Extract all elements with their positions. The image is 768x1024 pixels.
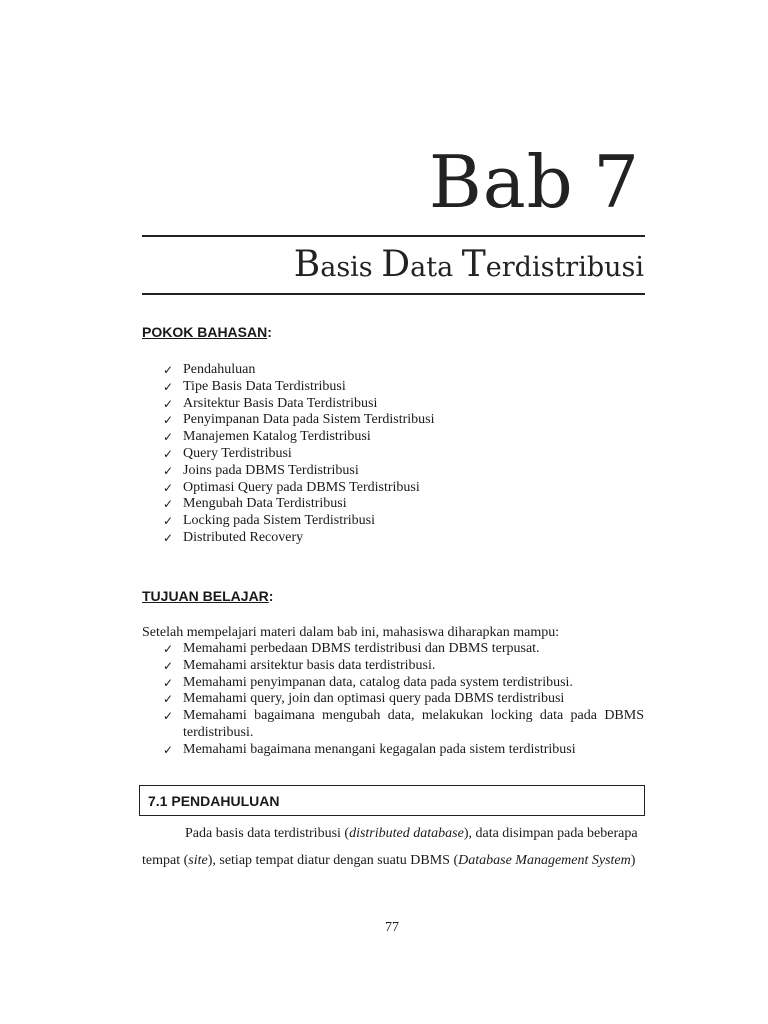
check-icon: ✓	[163, 709, 174, 724]
check-icon: ✓	[163, 530, 174, 545]
check-icon: ✓	[163, 642, 174, 656]
list-item: ✓ Memahami bagaimana menangani kegagalan pada sistem terdistribusi	[163, 741, 576, 757]
chapter-word: Bab	[428, 140, 574, 224]
list-item: ✓ Tipe Basis Data Terdistribusi	[163, 378, 346, 394]
check-icon: ✓	[163, 658, 174, 673]
list-item: ✓ Memahami penyimpanan data, catalog data pada system terdistribusi.	[163, 674, 573, 690]
title-word-3: erdistribusi	[485, 252, 644, 283]
tujuan-belajar-label: TUJUAN BELAJAR	[142, 588, 269, 604]
list-item: ✓ Arsitektur Basis Data Terdistribusi	[163, 395, 378, 411]
page-number: 77	[385, 920, 399, 935]
check-icon: ✓	[163, 363, 174, 377]
list-item: ✓ Memahami bagaimana mengubah data, melakukan locking data pada DBMS terdistribusi.	[163, 708, 644, 740]
tujuan-belajar-heading	[142, 588, 273, 604]
list-item: ✓ Memahami arsitektur basis data terdistribusi.	[163, 657, 436, 673]
list-item: ✓ Manajemen Katalog Terdistribusi	[163, 429, 371, 445]
list-item: ✓ Pendahuluan	[163, 362, 256, 377]
list-item: ✓ Locking pada Sistem Terdistribusi	[163, 513, 376, 529]
list-item: ✓ Query Terdistribusi	[163, 445, 292, 461]
check-icon: ✓	[163, 396, 174, 411]
title-word-2: ata	[410, 252, 462, 283]
bottom-rule	[142, 293, 645, 295]
title-cap-1: B	[293, 244, 321, 285]
check-icon: ✓	[163, 480, 174, 495]
check-icon: ✓	[163, 514, 174, 529]
list-item: ✓ Joins pada DBMS Terdistribusi	[163, 462, 359, 478]
term-dbms: Database Management System	[458, 853, 631, 868]
check-icon: ✓	[163, 446, 174, 461]
paragraph-line-2: tempat (site), setiap tempat diatur dengan suatu DBMS (Database Management System)	[142, 853, 636, 868]
tujuan-intro: Setelah mempelajari materi dalam bab ini, mahasiswa diharapkan mampu:	[142, 625, 560, 640]
pokok-bahasan-list	[163, 362, 435, 547]
tujuan-belajar-colon: :	[268, 588, 274, 604]
check-icon: ✓	[163, 379, 174, 394]
list-item: ✓ Memahami query, join dan optimasi query pada DBMS terdistribusi	[163, 691, 565, 707]
section-heading-box	[139, 785, 645, 816]
title-cap-3: T	[461, 244, 486, 285]
term-site: site	[188, 853, 208, 868]
chapter-number: 7	[593, 140, 640, 224]
top-rule	[142, 235, 645, 237]
list-item: ✓ Penyimpanan Data pada Sistem Terdistribusi	[163, 412, 435, 428]
paragraph-line-1: Pada basis data terdistribusi (distributed database), data disimpan pada beberapa	[185, 826, 638, 841]
chapter-heading	[429, 140, 640, 224]
check-icon: ✓	[163, 463, 174, 478]
title-word-1: asis	[320, 252, 382, 283]
check-icon: ✓	[163, 742, 174, 757]
check-icon: ✓	[163, 430, 174, 445]
list-item: ✓ Optimasi Query pada DBMS Terdistribusi	[163, 479, 420, 495]
chapter-title	[294, 244, 644, 285]
check-icon: ✓	[163, 413, 174, 428]
section-title: 7.1 PENDAHULUAN	[148, 793, 280, 809]
list-item: ✓ Mengubah Data Terdistribusi	[163, 496, 347, 512]
pokok-bahasan-colon: :	[267, 324, 272, 340]
title-cap-2: D	[381, 244, 411, 285]
pokok-bahasan-heading	[142, 324, 272, 340]
tujuan-belajar-list	[163, 641, 644, 759]
check-icon: ✓	[163, 497, 174, 512]
check-icon: ✓	[163, 675, 174, 690]
list-item: ✓ Memahami perbedaan DBMS terdistribusi dan DBMS terpusat.	[163, 641, 540, 656]
pokok-bahasan-label: POKOK BAHASAN	[142, 324, 268, 340]
list-item: ✓ Distributed Recovery	[163, 529, 304, 545]
check-icon: ✓	[163, 692, 174, 707]
term-distributed-database: distributed database	[349, 826, 464, 841]
